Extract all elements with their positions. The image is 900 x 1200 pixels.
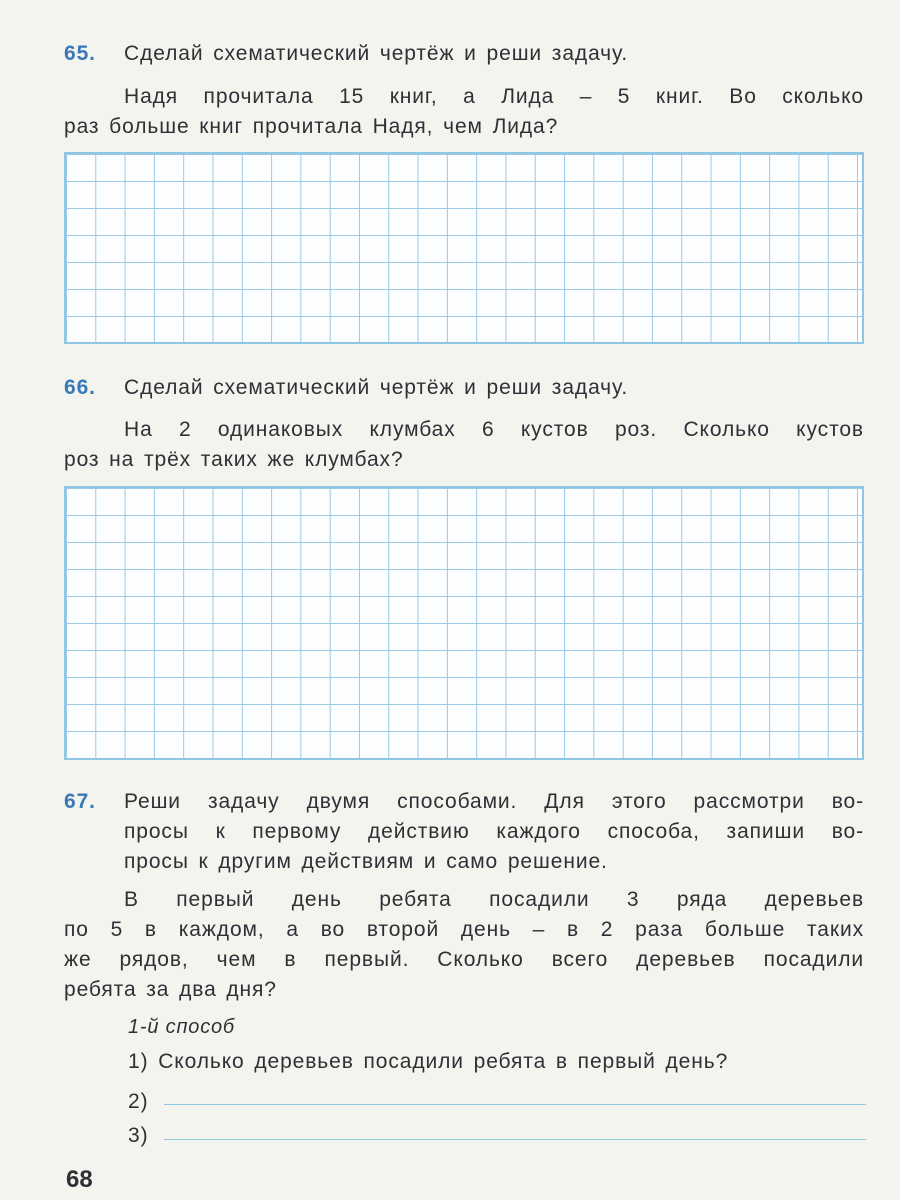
step-3-answer-line[interactable] xyxy=(164,1139,866,1140)
problem-line: же рядов, чем в первый. Сколько всего деревьев посадили xyxy=(64,948,864,971)
task-67-instruction xyxy=(64,787,864,877)
step-1: 1) Сколько деревьев посадили ребята в первый день? xyxy=(128,1050,729,1073)
task-65-drawing-grid[interactable] xyxy=(64,152,864,344)
task-66-problem xyxy=(64,415,864,475)
task-65-problem xyxy=(64,82,864,142)
task-instruction: Сделай схематический чертёж и реши задачу. xyxy=(124,376,629,399)
problem-line: раз больше книг прочитала Надя, чем Лида? xyxy=(64,115,559,138)
instruction-text: Реши задачу двумя способами. Для этого рассмотри во- xyxy=(124,790,864,813)
problem-line: В первый день ребята посадили 3 ряда деревьев xyxy=(124,888,864,911)
task-instruction: Сделай схематический чертёж и реши задачу. xyxy=(124,42,629,65)
method-title: 1-й способ xyxy=(128,1016,235,1038)
problem-line: На 2 одинаковых клумбах 6 кустов роз. Сколько кустов xyxy=(124,418,864,441)
instruction-line: просы к другим действиям и само решение. xyxy=(124,850,608,873)
step-2-label: 2) xyxy=(128,1090,149,1113)
instruction-line xyxy=(64,787,864,817)
instruction-line: просы к первому действию каждого способа, запиши во- xyxy=(124,820,864,843)
problem-line: роз на трёх таких же клумбах? xyxy=(64,448,404,471)
step-2-answer-line[interactable] xyxy=(164,1104,866,1105)
task-number: 67. xyxy=(64,790,96,813)
task-66-header xyxy=(64,376,628,400)
task-number: 66. xyxy=(64,376,96,399)
task-number: 65. xyxy=(64,42,96,65)
task-65-header xyxy=(64,42,628,66)
step-3-label: 3) xyxy=(128,1124,149,1147)
task-66-drawing-grid[interactable] xyxy=(64,486,864,760)
problem-line: ребята за два дня? xyxy=(64,978,277,1001)
page-number: 68 xyxy=(66,1166,93,1193)
problem-line: по 5 в каждом, а во второй день – в 2 раза больше таких xyxy=(64,918,864,941)
task-67-problem xyxy=(64,885,864,1005)
problem-line: Надя прочитала 15 книг, а Лида – 5 книг. Во сколько xyxy=(124,85,864,108)
